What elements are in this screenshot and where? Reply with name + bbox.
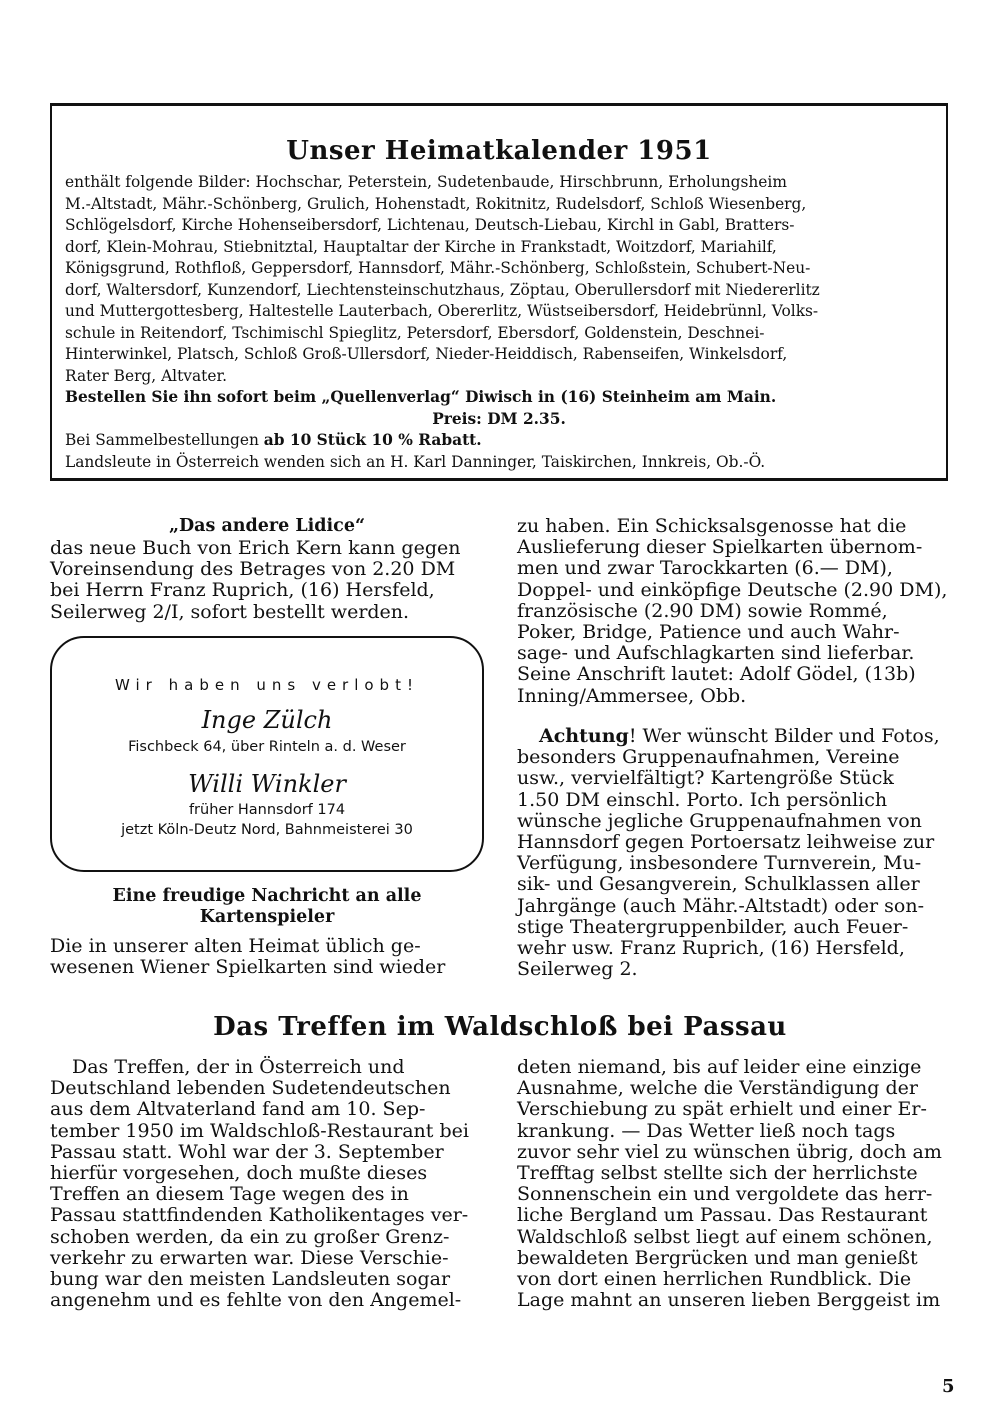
treffen-line: Passau statt. Wohl war der 3. September — [50, 1140, 444, 1163]
engagement-name-1: Inge Zülch — [201, 706, 333, 734]
treffen-line: liche Bergland um Passau. Das Restaurant — [517, 1204, 928, 1227]
cards-line: französische (2.90 DM) sowie Rommé, — [517, 599, 888, 622]
achtung-line: besonders Gruppenaufnahmen, Vereine — [517, 746, 900, 769]
page-number: 5 — [942, 1376, 955, 1397]
achtung-line: wehr usw. Franz Ruprich, (16) Hersfeld, — [517, 937, 905, 960]
calendar-line: Hinterwinkel, Platsch, Schloß Groß-Ullersdorf, Nieder-Heiddisch, Rabenseifen, Winkelsdorf, — [65, 345, 788, 363]
calendar-austria-line: Landsleute in Österreich wenden sich an H. Karl Danninger, Taiskirchen, Innkreis, Ob.-Ö. — [65, 452, 766, 471]
treffen-line: Lage mahnt an unseren lieben Berggeist im — [517, 1289, 941, 1312]
achtung-line: 1.50 DM einschl. Porto. Ich persönlich — [517, 788, 888, 811]
calendar-line: schule in Reitendorf, Tschimischl Spieglitz, Petersdorf, Ebersdorf, Goldenstein, Deschnei- — [65, 323, 765, 342]
calendar-price: Preis: DM 2.35. — [432, 409, 566, 428]
lidice-line: Seilerweg 2/I, sofort bestellt werden. — [50, 600, 410, 623]
cards-text-left — [50, 936, 484, 978]
treffen-line: Ausnahme, welche die Verständigung der — [517, 1077, 918, 1100]
treffen-line: zuvor sehr viel zu wünschen übrig, doch am — [517, 1140, 942, 1163]
calendar-order-line: Bestellen Sie ihn sofort beim „Quellenverlag“ Diwisch in (16) Steinheim am Main. — [65, 388, 777, 406]
cards-line: men und zwar Tarockkarten (6.— DM), — [517, 557, 893, 580]
lidice-line: Voreinsendung des Betrages von 2.20 DM — [50, 558, 456, 581]
cards-line: Inning/Ammersee, Obb. — [517, 684, 747, 707]
treffen-line: schoben werden, da ein zu großer Grenz- — [50, 1225, 450, 1248]
calendar-line: enthält folgende Bilder: Hochschar, Peterstein, Sudetenbaude, Hirschbrunn, Erholungsheim — [65, 173, 787, 191]
calendar-bulk-line — [65, 430, 933, 452]
cards-line: Seine Anschrift lautet: Adolf Gödel, (13b) — [517, 663, 916, 686]
achtung-line: sik- und Gesangverein, Schulklassen aller — [517, 873, 920, 896]
lidice-line: bei Herrn Franz Ruprich, (16) Hersfeld, — [50, 579, 435, 602]
achtung-line: stige Theatergruppenbilder, auch Feuer- — [517, 915, 909, 938]
treffen-line: Deutschland lebenden Sudetendeutschen — [50, 1077, 451, 1100]
calendar-line: dorf, Klein-Mohrau, Stiebnitztal, Hauptaltar der Kirche in Frankstadt, Woitzdorf, Mariahilf, — [65, 237, 777, 256]
treffen-title: Das Treffen im Waldschloß bei Passau — [213, 1012, 787, 1042]
cards-title-line-1: Eine freudige Nachricht an alle — [112, 886, 422, 906]
achtung-line: Seilerweg 2. — [517, 958, 638, 981]
achtung-line: usw., vervielfältigt? Kartengröße Stück — [517, 767, 894, 790]
treffen-text-right — [517, 1057, 951, 1311]
treffen-line: Waldschloß selbst liegt auf einem schönen, — [517, 1225, 933, 1248]
treffen-line: aus dem Altvaterland fand am 10. Sep- — [50, 1098, 426, 1121]
treffen-line: Trefftag selbst stellte sich der herrlichste — [517, 1162, 918, 1185]
lidice-line: das neue Buch von Erich Kern kann gegen — [50, 537, 461, 559]
treffen-line: bewaldeten Bergrücken und man genießt — [517, 1246, 918, 1269]
cards-line: sage- und Aufschlagkarten sind lieferbar. — [517, 642, 915, 665]
calendar-bulk-prefix: Bei Sammelbestellungen — [65, 431, 259, 449]
treffen-line: Treffen an diesem Tage wegen des in — [50, 1183, 409, 1206]
engagement-address-1: Fischbeck 64, über Rinteln a. d. Weser — [128, 739, 406, 755]
achtung-line: Verfügung, insbesondere Turnverein, Mu- — [517, 852, 922, 875]
treffen-line: Verschiebung zu spät erhielt und einer Er- — [517, 1098, 927, 1121]
calendar-line: Königsgrund, Rothfloß, Geppersdorf, Hannsdorf, Mähr.-Schönberg, Schloßstein, Schubert-Neu- — [65, 259, 811, 277]
achtung-bold: Achtung — [539, 725, 629, 747]
cards-title — [50, 886, 484, 928]
cards-line: wesenen Wiener Spielkarten sind wieder — [50, 956, 446, 979]
treffen-line: von dort einen herrlichen Rundblick. Die — [517, 1268, 912, 1291]
calendar-ad-box — [50, 103, 948, 481]
achtung-line — [517, 726, 951, 747]
treffen-line: krankung. — Das Wetter ließ noch tags — [517, 1119, 896, 1142]
engagement-announcement — [50, 636, 484, 872]
cards-line: Die in unserer alten Heimat üblich ge- — [50, 935, 421, 957]
treffen-line: hierfür vorgesehen, doch mußte dieses — [50, 1162, 428, 1185]
lidice-text — [50, 538, 484, 623]
calendar-line: M.-Altstadt, Mähr.-Schönberg, Grulich, Hohenstadt, Rokitnitz, Rudelsdorf, Schloß Wiesenberg, — [65, 194, 807, 213]
treffen-line: Passau stattfindenden Katholikentages ver- — [50, 1204, 469, 1227]
cards-title-line-2: Kartenspieler — [199, 907, 335, 927]
lidice-title: „Das andere Lidice“ — [168, 516, 366, 536]
cards-line: zu haben. Ein Schicksalsgenosse hat die — [517, 515, 907, 537]
achtung-line: Hannsdorf gegen Portoersatz leihweise zur — [517, 831, 935, 854]
cards-line: Poker, Bridge, Patience und auch Wahr- — [517, 621, 900, 644]
achtung-text — [517, 726, 951, 980]
treffen-line: Sonnenschein ein und vergoldete das herr- — [517, 1183, 933, 1206]
calendar-line: Rater Berg, Altvater. — [65, 366, 228, 385]
engagement-address-2a: früher Hannsdorf 174 — [188, 802, 346, 818]
treffen-line: deten niemand, bis auf leider eine einzige — [517, 1056, 922, 1078]
calendar-bulk-discount: ab 10 Stück 10 % Rabatt. — [263, 431, 482, 449]
calendar-line: Schlögelsdorf, Kirche Hohenseibersdorf, Lichtenau, Deutsch-Liebau, Kirchl in Gabl, Bratters- — [65, 216, 795, 234]
engagement-name-2: Willi Winkler — [188, 770, 346, 798]
calendar-title: Unser Heimatkalender 1951 — [286, 136, 712, 166]
cards-text-right — [517, 516, 951, 707]
engagement-address-2b: jetzt Köln-Deutz Nord, Bahnmeisterei 30 — [121, 822, 413, 838]
calendar-line: dorf, Waltersdorf, Kunzendorf, Liechtensteinschutzhaus, Zöptau, Oberullersdorf mit Niedererlitz — [65, 280, 820, 299]
engagement-headline: Wir haben uns verlobt! — [115, 676, 419, 694]
treffen-line: verkehr zu erwarten war. Diese Verschie- — [50, 1246, 449, 1269]
treffen-line: bung war den meisten Landsleuten sogar — [50, 1268, 451, 1291]
achtung-line: Jahrgänge (auch Mähr.-Altstadt) oder son- — [517, 894, 925, 917]
cards-line: Doppel- und einköpfige Deutsche (2.90 DM), — [517, 578, 948, 601]
achtung-line: wünsche jegliche Gruppenaufnahmen von — [517, 809, 922, 832]
achtung-line-rest: ! Wer wünscht Bilder und Fotos, — [628, 725, 940, 747]
cards-line: Auslieferung dieser Spielkarten übernom- — [517, 536, 923, 559]
treffen-line: Das Treffen, der in Österreich und — [72, 1056, 405, 1078]
treffen-line: tember 1950 im Waldschloß-Restaurant bei — [50, 1119, 469, 1142]
calendar-body — [65, 172, 933, 473]
treffen-text-left — [50, 1057, 484, 1311]
treffen-line: angenehm und es fehlte von den Angemel- — [50, 1289, 462, 1312]
calendar-line: und Muttergottesberg, Haltestelle Lauterbach, Obererlitz, Wüstseibersdorf, Heidebrünnl, Volks- — [65, 302, 819, 320]
